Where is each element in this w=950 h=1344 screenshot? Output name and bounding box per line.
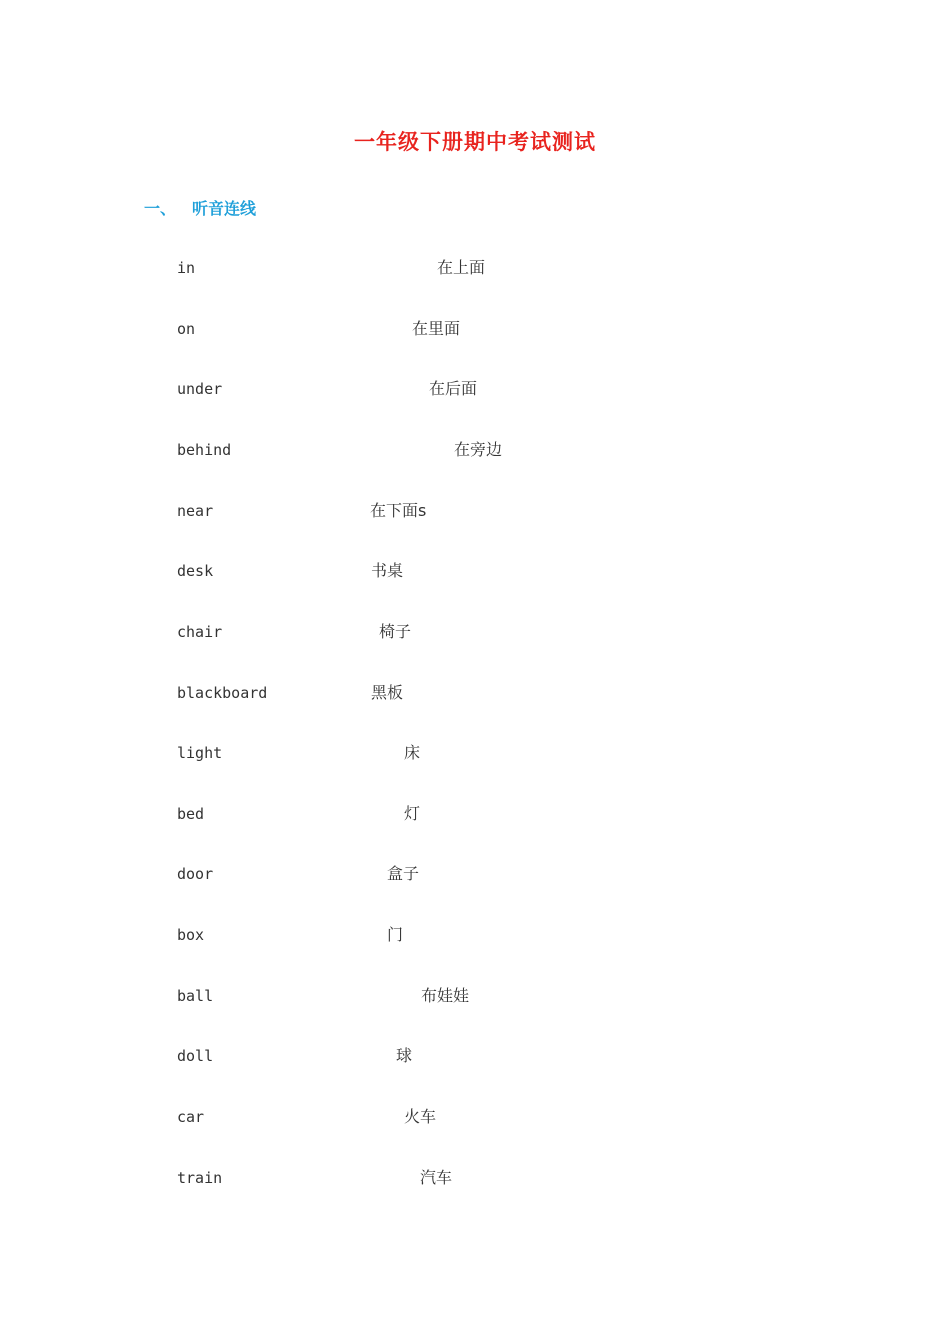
- chinese-meaning: 球: [396, 1046, 413, 1065]
- chinese-meaning: 门: [387, 925, 404, 944]
- matching-row: [0, 256, 950, 280]
- chinese-meaning: 布娃娃: [421, 986, 470, 1005]
- matching-row: [0, 317, 950, 341]
- english-word: chair: [177, 623, 223, 641]
- section-title: 听音连线: [192, 199, 257, 218]
- chinese-meaning: 在旁边: [454, 440, 503, 459]
- chinese-meaning: 椅子: [379, 622, 412, 641]
- english-word: under: [177, 380, 223, 398]
- matching-row: [0, 1044, 950, 1068]
- english-word: in: [177, 259, 196, 277]
- english-word: near: [177, 502, 214, 520]
- chinese-meaning: 在后面: [429, 379, 478, 398]
- matching-row: [0, 499, 950, 523]
- document-title: 一年级下册期中考试测试: [354, 129, 596, 154]
- matching-row: [0, 559, 950, 583]
- matching-row: [0, 1166, 950, 1190]
- english-word: doll: [177, 1047, 214, 1065]
- matching-row: [0, 984, 950, 1008]
- chinese-meaning: 黑板: [371, 683, 404, 702]
- chinese-meaning: 在下面s: [370, 501, 427, 520]
- chinese-meaning: 灯: [404, 804, 421, 823]
- english-word: bed: [177, 805, 205, 823]
- chinese-meaning: 书桌: [371, 561, 404, 580]
- english-word: train: [177, 1169, 223, 1187]
- matching-row: [0, 862, 950, 886]
- section-number: 一、: [144, 199, 177, 218]
- chinese-meaning: 在里面: [412, 319, 461, 338]
- chinese-meaning: 汽车: [420, 1168, 453, 1187]
- english-word: on: [177, 320, 196, 338]
- section-heading: [144, 196, 256, 219]
- english-word: car: [177, 1108, 205, 1126]
- english-word: light: [177, 744, 223, 762]
- english-word: behind: [177, 441, 232, 459]
- chinese-meaning: 盒子: [387, 864, 420, 883]
- english-word: desk: [177, 562, 214, 580]
- matching-row: [0, 377, 950, 401]
- matching-row: [0, 923, 950, 947]
- english-word: box: [177, 926, 205, 944]
- english-word: blackboard: [177, 684, 268, 702]
- chinese-meaning: 床: [404, 743, 421, 762]
- chinese-meaning: 火车: [404, 1107, 437, 1126]
- matching-row: [0, 438, 950, 462]
- chinese-meaning: 在上面: [437, 258, 486, 277]
- matching-row: [0, 681, 950, 705]
- matching-row: [0, 620, 950, 644]
- matching-row: [0, 1105, 950, 1129]
- english-word: ball: [177, 987, 214, 1005]
- matching-row: [0, 741, 950, 765]
- matching-row: [0, 802, 950, 826]
- english-word: door: [177, 865, 214, 883]
